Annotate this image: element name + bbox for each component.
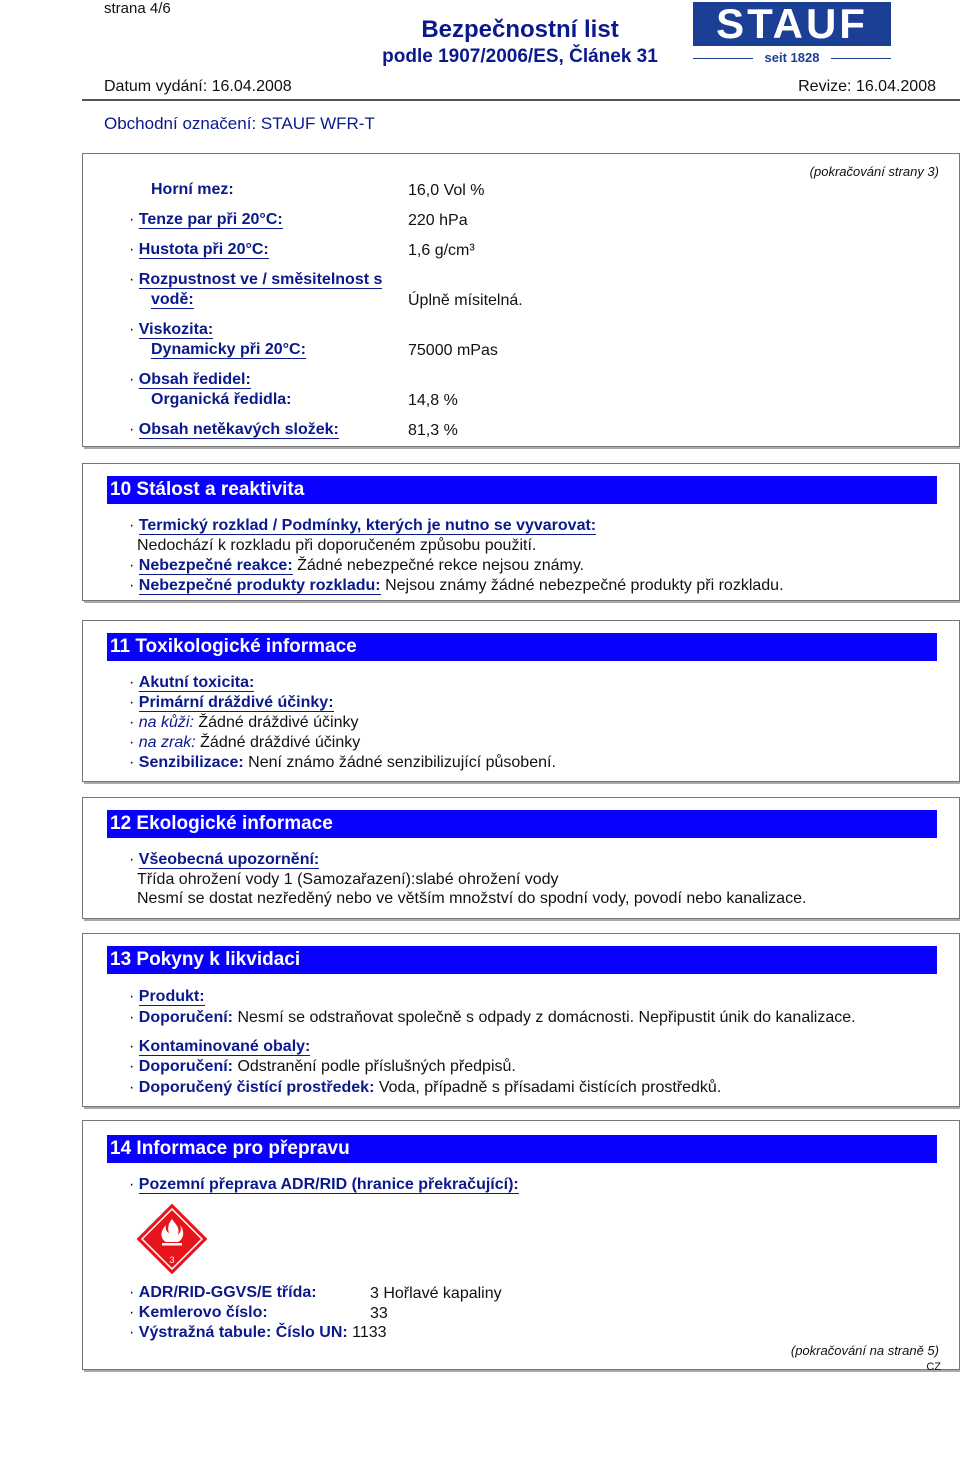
product-label: Produkt: (138, 988, 205, 1005)
packaging-recommendation-label: Doporučení: (138, 1058, 233, 1075)
recommendation-label: Doporučení: (138, 1009, 233, 1026)
section-11-title: 11 Toxikologické informace (107, 633, 937, 661)
un-number-label: Výstražná tabule: Číslo UN: (138, 1324, 348, 1341)
stauf-logo (693, 0, 891, 65)
kemler-value: 33 (370, 1305, 388, 1322)
eye-label: na zrak: (138, 734, 196, 751)
packaging-recommendation-text: Odstranění podle příslušných předpisů. (237, 1058, 516, 1075)
skin-text: Žádné dráždivé účinky (198, 714, 359, 731)
dynamic-viscosity-label: Dynamicky při 20°C: (151, 341, 306, 358)
cleaning-agent-label: Doporučený čistící prostředek: (138, 1079, 375, 1096)
thermal-decomposition-text: Nedochází k rozkladu při doporučeném způsobu použití. (137, 537, 537, 554)
flammable-hazard-diamond-icon (136, 1203, 208, 1275)
class-value: 3 Hořlavé kapaliny (370, 1285, 502, 1302)
upper-limit-label: Horní mez: (151, 181, 234, 198)
skin-label: na kůži: (138, 714, 194, 731)
section-10: 10 Stálost a reaktivita · Termický rozklad / Podmínky, kterých je nutno se vyvarovat: Nedochází k rozkladu při doporučeném způsobu použití. · Nebezpečné reakce: Žádné nebezpečné rekce nejsou známy. · Nebezpečné produkty rozkladu: Nejsou známy žádné nebezpečné produkty při rozkladu. (82, 463, 960, 601)
page-number: strana 4/6 (104, 0, 171, 17)
acute-toxicity-label: Akutní toxicita: (138, 674, 255, 691)
solubility-label-cont: vodě: (151, 291, 194, 308)
logo-wordmark: STAUF (693, 2, 891, 46)
section-12-title: 12 Ekologické informace (107, 810, 937, 838)
sensitization-label: Senzibilizace: (138, 754, 244, 771)
language-code: CZ (926, 1361, 941, 1373)
vapor-pressure-label: Tenze par při 20°C: (138, 211, 283, 228)
solvent-content-label: Obsah ředidel: (138, 371, 251, 388)
groundwater-text: Nesmí se dostat nezředěný nebo ve větším množství do spodní vody, povodí nebo kanalizace. (137, 890, 807, 907)
section-11: 11 Toxikologické informace · Akutní toxicita: · Primární dráždivé účinky: · na kůži: Žádné dráždivé účinky · na zrak: Žádné dráždivé účinky · Senzibilizace: Není známo žádné senzibilizující působení. (82, 620, 960, 782)
section-13: 13 Pokyny k likvidaci · Produkt: · Doporučení: Nesmí se odstraňovat společně s odpady z domácnosti. Nepřipustit únik do kanalizace. · Kontaminované obaly: · Doporučení: Odstranění podle příslušných předpisů. · Doporučený čistící prostředek: Voda, případně s přísadami čistících prostředků. (82, 933, 960, 1107)
nonvolatile-value: 81,3 % (408, 422, 458, 439)
eye-text: Žádné dráždivé účinky (200, 734, 361, 751)
document-title: Bezpečnostní list (421, 16, 619, 43)
issue-date: Datum vydání: 16.04.2008 (104, 78, 292, 95)
general-notes-label: Všeobecná upozornění: (138, 851, 320, 868)
solubility-value: Úplně mísitelná. (408, 292, 523, 309)
decomposition-products-text: Nejsou známy žádné nebezpečné produkty při rozkladu. (385, 577, 784, 594)
sensitization-text: Není známo žádné senzibilizující působení. (248, 754, 556, 771)
header-divider (82, 99, 960, 101)
section-14: 14 Informace pro přepravu · Pozemní přeprava ADR/RID (hranice překračující): 3 · ADR/RID-GGVS/E třída: 3 Hořlavé kapaliny · Kemlerovo číslo: 33 · Výstražná tabule: Číslo UN: 1133 (pokračování na straně 5) CZ (82, 1120, 960, 1370)
section-14-title: 14 Informace pro přepravu (107, 1135, 937, 1163)
viscosity-label: Viskozita: (138, 321, 214, 338)
hazardous-reactions-text: Žádné nebezpečné rekce nejsou známy. (297, 557, 585, 574)
section-12: 12 Ekologické informace · Všeobecná upozornění: Třída ohrožení vody 1 (Samozařazení):slabé ohrožení vody Nesmí se dostat nezředěný nebo ve větším množství do spodní vody, povodí nebo kanalizace. (82, 797, 960, 919)
trade-name (104, 114, 375, 134)
thermal-decomposition-label: Termický rozklad / Podmínky, kterých je nutno se vyvarovat: (138, 517, 597, 534)
hazard-class-number: 3 (169, 1255, 175, 1265)
hazardous-reactions-label: Nebezpečné reakce: (138, 557, 293, 574)
decomposition-products-label: Nebezpečné produkty rozkladu: (138, 577, 381, 594)
continuation-note: (pokračování strany 3) (809, 164, 939, 179)
solubility-label: Rozpustnost ve / směsitelnost s (138, 271, 383, 288)
contaminated-packaging-label: Kontaminované obaly: (138, 1038, 311, 1055)
logo-tagline: seit 1828 (764, 50, 820, 65)
section-10-title: 10 Stálost a reaktivita (107, 476, 937, 504)
density-value: 1,6 g/cm³ (408, 242, 475, 259)
revision-date: Revize: 16.04.2008 (798, 78, 936, 95)
class-label: ADR/RID-GGVS/E třída: (138, 1284, 317, 1301)
nonvolatile-label: Obsah netěkavých složek: (138, 421, 339, 438)
un-number-value: 1133 (352, 1324, 387, 1341)
road-transport-label: Pozemní přeprava ADR/RID (hranice překračující): (138, 1176, 519, 1193)
primary-irritation-label: Primární dráždivé účinky: (138, 694, 334, 711)
document-subtitle: podle 1907/2006/ES, Článek 31 (382, 46, 658, 67)
section-13-title: 13 Pokyny k likvidaci (107, 946, 937, 974)
physical-properties-section: (pokračování strany 3) Horní mez: 16,0 Vol % · Tenze par při 20°C: 220 hPa · Hustota při 20°C: 1,6 g/cm³ · Rozpustnost ve / směsitelnost s vodě: Úplně mísitelná. · Viskozita: Dynamicky při 20°C: 75000 mPas · Obsah ředidel: Organická ředidla: 14,8 % · Obsah netěkavých složek: 81,3 % (82, 153, 960, 447)
trade-name-label: Obchodní označení: (104, 114, 257, 133)
density-label: Hustota při 20°C: (138, 241, 269, 258)
organic-solvents-value: 14,8 % (408, 392, 458, 409)
upper-limit-value: 16,0 Vol % (408, 182, 485, 199)
water-hazard-text: Třída ohrožení vody 1 (Samozařazení):slabé ohrožení vody (137, 871, 559, 888)
trade-name-value: STAUF WFR-T (260, 114, 375, 133)
continuation-next-note: (pokračování na straně 5) (790, 1343, 939, 1358)
dynamic-viscosity-value: 75000 mPas (408, 342, 498, 359)
organic-solvents-label: Organická ředidla: (151, 391, 292, 408)
vapor-pressure-value: 220 hPa (408, 212, 468, 229)
cleaning-agent-text: Voda, případně s přísadami čistících prostředků. (378, 1079, 722, 1096)
recommendation-text: Nesmí se odstraňovat společně s odpady z domácnosti. Nepřipustit únik do kanalizace. (237, 1009, 856, 1026)
kemler-label: Kemlerovo číslo: (138, 1304, 268, 1321)
